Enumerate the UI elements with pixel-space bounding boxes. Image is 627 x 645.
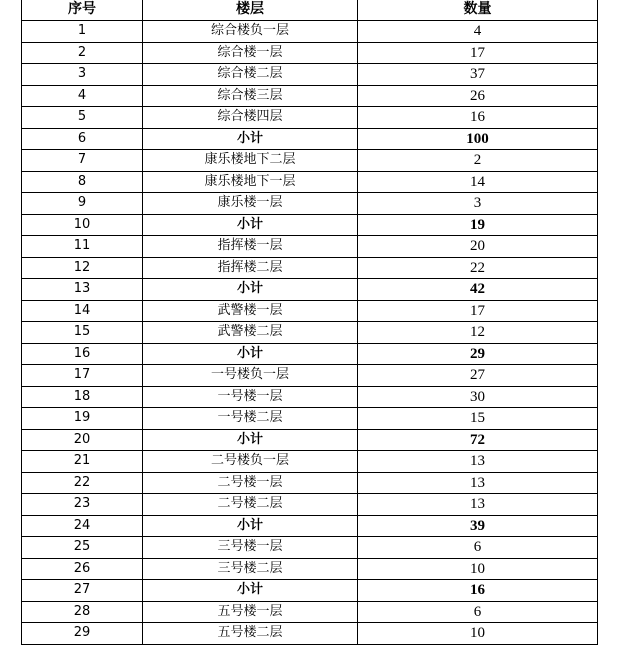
table-row <box>22 558 598 580</box>
table-row <box>22 21 598 43</box>
row-floor: 康乐楼地下二层 <box>143 150 358 172</box>
row-serial-no: 27 <box>22 580 143 602</box>
row-serial-no: 3 <box>22 64 143 86</box>
row-floor: 五号楼一层 <box>143 601 358 623</box>
subtotal-row <box>22 515 598 537</box>
row-quantity: 12 <box>358 322 598 344</box>
row-serial-no: 7 <box>22 150 143 172</box>
header-serial-no: 序号 <box>22 0 143 21</box>
row-floor: 指挥楼一层 <box>143 236 358 258</box>
row-serial-no: 12 <box>22 257 143 279</box>
table-row <box>22 623 598 645</box>
row-serial-no: 5 <box>22 107 143 129</box>
header-floor: 楼层 <box>143 0 358 21</box>
table-row <box>22 601 598 623</box>
row-quantity: 10 <box>358 558 598 580</box>
table-row <box>22 451 598 473</box>
table-row <box>22 171 598 193</box>
row-floor: 二号楼一层 <box>143 472 358 494</box>
table-row <box>22 365 598 387</box>
row-serial-no: 29 <box>22 623 143 645</box>
row-floor: 综合楼负一层 <box>143 21 358 43</box>
subtotal-row <box>22 214 598 236</box>
row-floor: 武警楼二层 <box>143 322 358 344</box>
row-quantity: 13 <box>358 451 598 473</box>
row-quantity: 3 <box>358 193 598 215</box>
subtotal-quantity: 39 <box>358 515 598 537</box>
table-row <box>22 257 598 279</box>
row-quantity: 6 <box>358 537 598 559</box>
row-floor: 二号楼二层 <box>143 494 358 516</box>
row-serial-no: 21 <box>22 451 143 473</box>
row-quantity: 4 <box>358 21 598 43</box>
subtotal-label: 小计 <box>143 343 358 365</box>
row-quantity: 15 <box>358 408 598 430</box>
table-row <box>22 64 598 86</box>
row-serial-no: 25 <box>22 537 143 559</box>
row-serial-no: 18 <box>22 386 143 408</box>
row-serial-no: 4 <box>22 85 143 107</box>
row-serial-no: 2 <box>22 42 143 64</box>
row-quantity: 14 <box>358 171 598 193</box>
row-quantity: 26 <box>358 85 598 107</box>
row-quantity: 20 <box>358 236 598 258</box>
row-serial-no: 19 <box>22 408 143 430</box>
subtotal-row <box>22 343 598 365</box>
subtotal-label: 小计 <box>143 580 358 602</box>
subtotal-label: 小计 <box>143 279 358 301</box>
table-row <box>22 408 598 430</box>
row-serial-no: 24 <box>22 515 143 537</box>
row-serial-no: 10 <box>22 214 143 236</box>
row-floor: 康乐楼地下一层 <box>143 171 358 193</box>
table-row <box>22 494 598 516</box>
row-serial-no: 20 <box>22 429 143 451</box>
row-serial-no: 28 <box>22 601 143 623</box>
row-floor: 综合楼一层 <box>143 42 358 64</box>
row-quantity: 27 <box>358 365 598 387</box>
row-serial-no: 16 <box>22 343 143 365</box>
row-serial-no: 11 <box>22 236 143 258</box>
row-floor: 一号楼一层 <box>143 386 358 408</box>
row-floor: 二号楼负一层 <box>143 451 358 473</box>
row-floor: 三号楼二层 <box>143 558 358 580</box>
row-serial-no: 22 <box>22 472 143 494</box>
row-serial-no: 26 <box>22 558 143 580</box>
row-floor: 指挥楼二层 <box>143 257 358 279</box>
row-floor: 五号楼二层 <box>143 623 358 645</box>
subtotal-quantity: 100 <box>358 128 598 150</box>
row-quantity: 16 <box>358 107 598 129</box>
table-row <box>22 472 598 494</box>
row-serial-no: 23 <box>22 494 143 516</box>
row-quantity: 22 <box>358 257 598 279</box>
row-floor: 一号楼二层 <box>143 408 358 430</box>
row-floor: 三号楼一层 <box>143 537 358 559</box>
row-quantity: 6 <box>358 601 598 623</box>
subtotal-label: 小计 <box>143 214 358 236</box>
table-body <box>22 21 598 645</box>
row-serial-no: 14 <box>22 300 143 322</box>
row-quantity: 37 <box>358 64 598 86</box>
table-row <box>22 150 598 172</box>
subtotal-quantity: 72 <box>358 429 598 451</box>
row-floor: 武警楼一层 <box>143 300 358 322</box>
row-floor: 康乐楼一层 <box>143 193 358 215</box>
subtotal-row <box>22 429 598 451</box>
row-quantity: 17 <box>358 42 598 64</box>
row-floor: 综合楼二层 <box>143 64 358 86</box>
table-row <box>22 85 598 107</box>
subtotal-label: 小计 <box>143 515 358 537</box>
subtotal-row <box>22 128 598 150</box>
table-row <box>22 236 598 258</box>
table-row <box>22 537 598 559</box>
row-quantity: 13 <box>358 472 598 494</box>
row-quantity: 10 <box>358 623 598 645</box>
header-quantity: 数量 <box>358 0 598 21</box>
row-serial-no: 9 <box>22 193 143 215</box>
table-row <box>22 193 598 215</box>
row-floor: 综合楼三层 <box>143 85 358 107</box>
subtotal-quantity: 29 <box>358 343 598 365</box>
table-row <box>22 322 598 344</box>
row-serial-no: 17 <box>22 365 143 387</box>
subtotal-quantity: 19 <box>358 214 598 236</box>
table-row <box>22 107 598 129</box>
row-quantity: 2 <box>358 150 598 172</box>
table-row <box>22 42 598 64</box>
subtotal-quantity: 16 <box>358 580 598 602</box>
subtotal-label: 小计 <box>143 128 358 150</box>
floor-quantity-table <box>21 0 598 645</box>
row-floor: 一号楼负一层 <box>143 365 358 387</box>
row-serial-no: 8 <box>22 171 143 193</box>
subtotal-quantity: 42 <box>358 279 598 301</box>
row-serial-no: 15 <box>22 322 143 344</box>
row-floor: 综合楼四层 <box>143 107 358 129</box>
row-serial-no: 13 <box>22 279 143 301</box>
subtotal-row <box>22 580 598 602</box>
row-quantity: 30 <box>358 386 598 408</box>
header-row <box>22 0 598 21</box>
row-quantity: 17 <box>358 300 598 322</box>
table-row <box>22 386 598 408</box>
row-quantity: 13 <box>358 494 598 516</box>
table-row <box>22 300 598 322</box>
row-serial-no: 1 <box>22 21 143 43</box>
subtotal-label: 小计 <box>143 429 358 451</box>
row-serial-no: 6 <box>22 128 143 150</box>
subtotal-row <box>22 279 598 301</box>
